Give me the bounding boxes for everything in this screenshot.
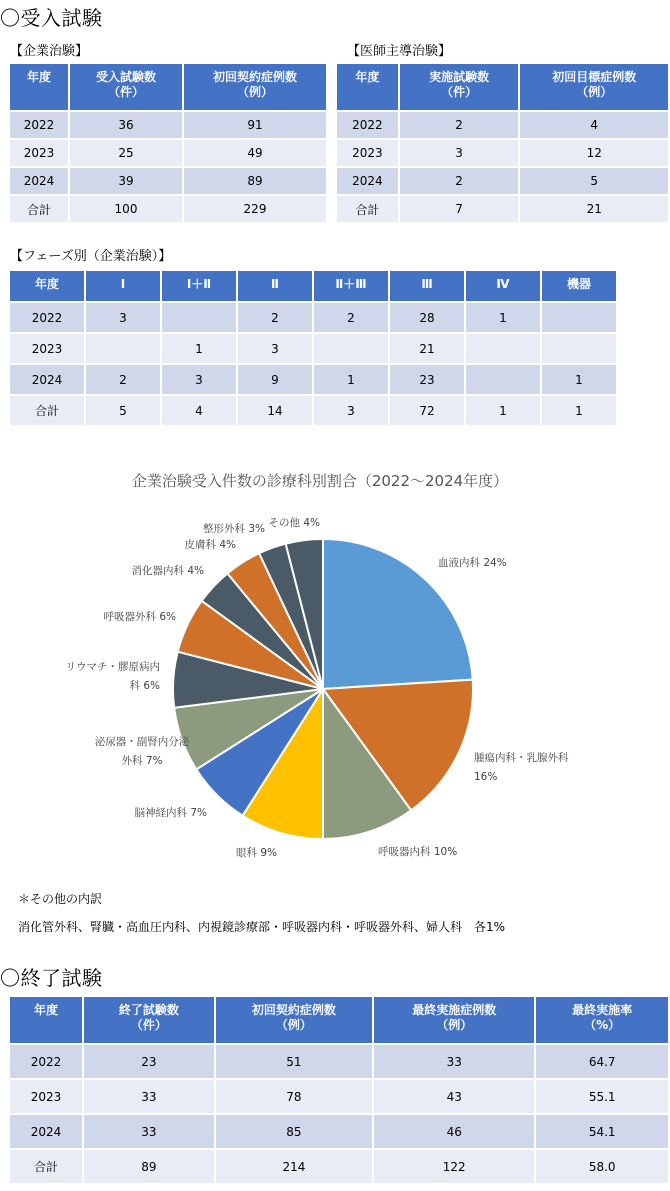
completed-cell: 214 xyxy=(216,1150,372,1183)
investigator-cell: 3 xyxy=(400,140,519,166)
investigator-trial-table xyxy=(335,62,670,224)
corporate-cell: 2023 xyxy=(10,140,68,166)
investigator-row xyxy=(337,112,668,138)
phase-row xyxy=(10,334,616,363)
completed-cell: 2023 xyxy=(10,1080,82,1113)
completed-cell: 89 xyxy=(84,1150,214,1183)
investigator-row xyxy=(337,196,668,222)
investigator-cell: 12 xyxy=(520,140,668,166)
corporate-cell: 91 xyxy=(184,112,326,138)
phase-cell: 72 xyxy=(390,396,464,425)
completed-header: 年度 xyxy=(10,997,82,1043)
corporate-row xyxy=(10,140,326,166)
intake-heading: 〇受入試験 xyxy=(0,6,103,30)
investigator-header: 実施試験数 （件） xyxy=(400,64,519,110)
completed-cell: 2024 xyxy=(10,1115,82,1148)
completed-header: 終了試験数 （件） xyxy=(84,997,214,1043)
phase-cell: 1 xyxy=(542,365,616,394)
phase-cell: 2 xyxy=(86,365,160,394)
completed-cell: 55.1 xyxy=(536,1080,668,1113)
investigator-cell: 2 xyxy=(400,112,519,138)
phase-header: 年度 xyxy=(10,271,84,301)
pie-label: 泌尿器・副腎内分泌外科 7% xyxy=(94,736,190,767)
phase-cell xyxy=(466,334,540,363)
corporate-row xyxy=(10,112,326,138)
completed-cell: 46 xyxy=(374,1115,534,1148)
corporate-row xyxy=(10,168,326,194)
completed-row xyxy=(10,1115,668,1148)
chart-title: 企業治験受入件数の診療科別割合（2022～2024年度） xyxy=(131,472,509,490)
completed-cell: 58.0 xyxy=(536,1150,668,1183)
phase-header: Ⅳ xyxy=(466,271,540,301)
completed-row xyxy=(10,1150,668,1183)
pie-label: リウマチ・膠原病内科 6% xyxy=(65,661,160,692)
investigator-header: 初回目標症例数 （例） xyxy=(520,64,668,110)
phase-cell xyxy=(466,365,540,394)
corporate-header: 受入試験数 （件） xyxy=(70,64,182,110)
phase-cell: 1 xyxy=(466,303,540,332)
completed-cell: 23 xyxy=(84,1045,214,1078)
pie-label: 呼吸器内科 10% xyxy=(378,846,458,858)
corporate-header: 初回契約症例数 （例） xyxy=(184,64,326,110)
phase-cell: 28 xyxy=(390,303,464,332)
corporate-cell: 39 xyxy=(70,168,182,194)
investigator-cell: 2 xyxy=(400,168,519,194)
pie-label: 呼吸器外科 6% xyxy=(103,611,176,623)
phase-cell: 2024 xyxy=(10,365,84,394)
investigator-cell: 7 xyxy=(400,196,519,222)
corporate-cell: 合計 xyxy=(10,196,68,222)
corporate-cell: 49 xyxy=(184,140,326,166)
completed-cell: 64.7 xyxy=(536,1045,668,1078)
phase-cell: 1 xyxy=(162,334,236,363)
corporate-row xyxy=(10,196,326,222)
completed-heading: 〇終了試験 xyxy=(0,966,103,990)
corporate-cell: 89 xyxy=(184,168,326,194)
completed-row xyxy=(10,1080,668,1113)
phase-cell: 合計 xyxy=(10,396,84,425)
phase-cell: 3 xyxy=(314,396,388,425)
completed-cell: 78 xyxy=(216,1080,372,1113)
phase-header: Ⅰ＋Ⅱ xyxy=(162,271,236,301)
completed-header: 最終実施率 （%） xyxy=(536,997,668,1043)
completed-cell: 33 xyxy=(374,1045,534,1078)
phase-cell: 3 xyxy=(86,303,160,332)
completed-cell: 51 xyxy=(216,1045,372,1078)
phase-cell: 14 xyxy=(238,396,312,425)
phase-header: Ⅰ xyxy=(86,271,160,301)
corporate-cell: 36 xyxy=(70,112,182,138)
corporate-cell: 100 xyxy=(70,196,182,222)
phase-header: 機器 xyxy=(542,271,616,301)
corporate-trial-title: 【企業治験】 xyxy=(10,44,89,59)
investigator-cell: 2023 xyxy=(337,140,398,166)
pie-label: 腫瘍内科・乳腺外科 16% xyxy=(474,752,569,783)
phase-cell: 23 xyxy=(390,365,464,394)
corporate-cell: 229 xyxy=(184,196,326,222)
corporate-trial-table xyxy=(8,62,328,224)
completed-trial-table xyxy=(8,995,670,1185)
investigator-trial-title: 【医師主導治験】 xyxy=(347,44,452,59)
phase-cell: 9 xyxy=(238,365,312,394)
completed-cell: 合計 xyxy=(10,1150,82,1183)
phase-cell: 3 xyxy=(162,365,236,394)
phase-cell xyxy=(86,334,160,363)
completed-header: 初回契約症例数 （例） xyxy=(216,997,372,1043)
phase-cell xyxy=(542,334,616,363)
completed-header: 最終実施症例数 （例） xyxy=(374,997,534,1043)
phase-cell: 2022 xyxy=(10,303,84,332)
phase-cell: 1 xyxy=(466,396,540,425)
phase-cell: 21 xyxy=(390,334,464,363)
phase-cell xyxy=(162,303,236,332)
other-breakdown-title: ＊その他の内訳 xyxy=(18,892,103,906)
pie-label: 整形外科 3% xyxy=(203,523,265,535)
phase-cell xyxy=(542,303,616,332)
completed-cell: 122 xyxy=(374,1150,534,1183)
department-pie-chart xyxy=(0,500,670,880)
investigator-cell: 合計 xyxy=(337,196,398,222)
other-breakdown-text: 消化管外科、腎臓・高血圧内科、内視鏡診療部・呼吸器内科・呼吸器外科、婦人科 各1% xyxy=(18,920,506,934)
investigator-cell: 4 xyxy=(520,112,668,138)
phase-cell xyxy=(314,334,388,363)
pie-label: 眼科 9% xyxy=(236,847,277,859)
pie-label: 血液内科 24% xyxy=(438,557,507,569)
completed-cell: 2022 xyxy=(10,1045,82,1078)
investigator-cell: 2024 xyxy=(337,168,398,194)
investigator-cell: 2022 xyxy=(337,112,398,138)
investigator-row xyxy=(337,168,668,194)
phase-cell: 4 xyxy=(162,396,236,425)
phase-cell: 5 xyxy=(86,396,160,425)
phase-cell: 2 xyxy=(238,303,312,332)
pie-label: 脳神経内科 7% xyxy=(134,807,207,819)
completed-cell: 43 xyxy=(374,1080,534,1113)
phase-cell: 3 xyxy=(238,334,312,363)
phase-row xyxy=(10,365,616,394)
completed-cell: 54.1 xyxy=(536,1115,668,1148)
corporate-cell: 2024 xyxy=(10,168,68,194)
completed-row xyxy=(10,1045,668,1078)
completed-cell: 33 xyxy=(84,1080,214,1113)
phase-header: Ⅱ xyxy=(238,271,312,301)
phase-table-title: 【フェーズ別（企業治験）】 xyxy=(10,249,172,264)
phase-header: Ⅱ＋Ⅲ xyxy=(314,271,388,301)
phase-table xyxy=(8,269,618,427)
phase-cell: 1 xyxy=(542,396,616,425)
corporate-header: 年度 xyxy=(10,64,68,110)
completed-cell: 33 xyxy=(84,1115,214,1148)
phase-header: Ⅲ xyxy=(390,271,464,301)
corporate-cell: 2022 xyxy=(10,112,68,138)
investigator-cell: 5 xyxy=(520,168,668,194)
investigator-row xyxy=(337,140,668,166)
completed-cell: 85 xyxy=(216,1115,372,1148)
pie-label: 皮膚科 4% xyxy=(184,539,236,551)
corporate-cell: 25 xyxy=(70,140,182,166)
phase-row xyxy=(10,396,616,425)
pie-label: その他 4% xyxy=(268,517,320,529)
phase-cell: 2023 xyxy=(10,334,84,363)
phase-cell: 2 xyxy=(314,303,388,332)
pie-label: 消化器内科 4% xyxy=(131,565,204,577)
phase-row xyxy=(10,303,616,332)
investigator-header: 年度 xyxy=(337,64,398,110)
phase-cell: 1 xyxy=(314,365,388,394)
investigator-cell: 21 xyxy=(520,196,668,222)
